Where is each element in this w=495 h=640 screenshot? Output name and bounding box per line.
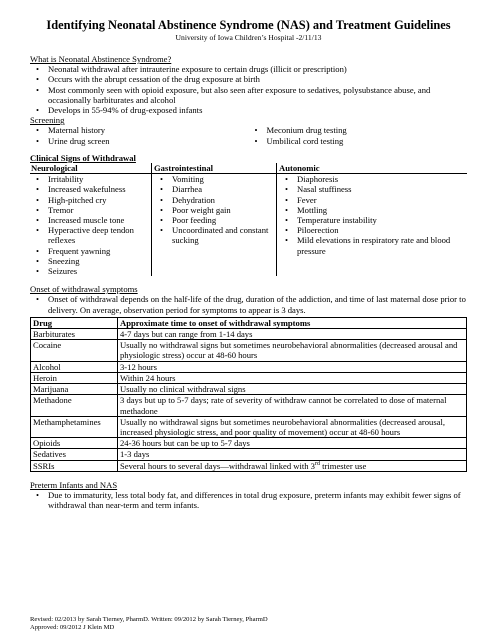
footer [30,616,268,632]
table-row [31,340,467,361]
screening-section [30,115,467,146]
list-item: • Seizures [30,266,151,276]
list-item: • Frequent yawning [30,246,151,256]
onset-table-body-ssri [31,460,467,471]
onset-list [30,294,467,314]
onset-cell: Within 24 hours [118,372,467,383]
autonomic-list [279,174,467,256]
preterm-heading: Preterm Infants and NAS [30,479,118,490]
list-item: • Hyperactive deep tendon reflexes [30,225,151,245]
list-item: • Mottling [279,205,467,215]
list-item: • Dehydration [154,195,276,205]
drug-cell: SSRIs [31,460,118,471]
table-row [31,449,467,460]
list-item: • Umbilical cord testing [249,136,468,146]
list-item: • Due to immaturity, less total body fat, and differences in total drug exposure, preterm infants may exhibit fewer signs of withdrawal than near-term and term infants. [30,490,467,510]
list-item: • Nasal stuffiness [279,184,467,194]
signs-heading: Clinical Signs of Withdrawal [30,152,136,163]
onset-cell [118,460,467,471]
drug-cell: Marijuana [31,384,118,395]
drug-cell: Opioids [31,438,118,449]
list-item: • Uncoordinated and constant sucking [154,225,276,245]
list-item: • Increased wakefulness [30,184,151,194]
column-header: Autonomic [277,163,468,174]
list-item: • Diaphoresis [279,174,467,184]
drug-cell: Barbiturates [31,329,118,340]
column-header: Approximate time to onset of withdrawal symptoms [118,317,467,328]
table-row [31,384,467,395]
onset-heading: Onset of withdrawal symptoms [30,284,138,295]
onset-cell: 3-12 hours [118,361,467,372]
page-subtitle: University of Iowa Children’s Hospital -2/11/13 [175,33,322,42]
list-item: • Occurs with the abrupt cessation of the drug exposure at birth [30,74,467,84]
onset-cell: Usually no withdrawal signs but sometimes neurobehavioral abnormalities (decreased arousal and physiologic stress) occur at 48-60 hours [118,340,467,361]
list-item: • Vomiting [154,174,276,184]
drug-cell: Heroin [31,372,118,383]
onset-cell: 4-7 days but can range from 1-14 days [118,329,467,340]
preterm-section [30,480,467,511]
onset-text: trimester use [319,460,367,471]
screening-columns [30,125,467,145]
onset-cell: 24-36 hours but can be up to 5-7 days [118,438,467,449]
neurological-cell [30,174,152,277]
drug-cell: Methamphetamines [31,416,118,437]
onset-superscript: rd [314,460,320,467]
list-item: • Onset of withdrawal depends on the half-life of the drug, duration of the addiction, and time of last maternal dose prior to delivery. On average, observation period for symptoms to appear is 3 days. [30,294,467,314]
column-header: Drug [31,317,118,328]
onset-cell: 1-3 days [118,449,467,460]
list-item: • Diarrhea [154,184,276,194]
intro-heading: What is Neonatal Abstinence Syndrome? [30,54,172,64]
list-item: • Temperature instability [279,215,467,225]
list-item: • Mild elevations in respiratory rate and blood pressure [279,235,467,255]
list-item: • Increased muscle tone [30,215,151,225]
list-item: • Piloerection [279,225,467,235]
neurological-list [30,174,151,276]
onset-cell: Usually no withdrawal signs but sometimes neurobehavioral abnormalities (decreased arousal, increased physiologic stress, and poor quality of movement) occur at 48-60 hours [118,416,467,437]
list-item: • Maternal history [30,125,249,135]
list-item: • Poor weight gain [154,205,276,215]
table-row [31,460,467,471]
intro-list [30,64,467,115]
drug-cell: Methadone [31,395,118,416]
column-header: Neurological [30,163,152,174]
onset-table-body [31,329,467,460]
drug-cell: Sedatives [31,449,118,460]
preterm-list [30,490,467,510]
gastrointestinal-list [154,174,276,245]
list-item: • Irritability [30,174,151,184]
onset-cell: 3 days but up to 5-7 days; rate of severity of withdraw cannot be correlated to dose of maternal methadone [118,395,467,416]
table-row [31,329,467,340]
signs-table [30,163,467,276]
onset-section [30,284,467,471]
table-row [31,416,467,437]
list-item: • Sneezing [30,256,151,266]
onset-cell: Usually no clinical withdrawal signs [118,384,467,395]
list-item: • Develops in 55-94% of drug-exposed infants [30,105,467,115]
list-item: • Tremor [30,205,151,215]
footer-approved: Approved: 09/2012 J Klein MD [30,624,115,631]
list-item: • Neonatal withdrawal after intrauterine exposure to certain drugs (illicit or prescription) [30,64,467,74]
intro-section [30,54,467,115]
autonomic-cell [277,174,468,277]
screening-heading: Screening [30,115,65,126]
gastrointestinal-cell [152,174,277,277]
table-row [31,395,467,416]
table-row [31,438,467,449]
table-row [31,372,467,383]
column-header: Gastrointestinal [152,163,277,174]
list-item: • Poor feeding [154,215,276,225]
list-item: • Most commonly seen with opioid exposure, but also seen after exposure to sedatives, polysubstance abuse, and occasionally barbiturates and alcohol [30,85,467,105]
drug-cell: Alcohol [31,361,118,372]
screening-list-left [30,125,249,145]
list-item: • Urine drug screen [30,136,249,146]
list-item: • Meconium drug testing [249,125,468,135]
onset-table [30,317,467,472]
list-item: • High-pitched cry [30,195,151,205]
screening-list-right [249,125,468,145]
table-row [31,361,467,372]
signs-section [30,153,467,276]
drug-cell: Cocaine [31,340,118,361]
onset-text: Several hours to several days—withdrawal linked with 3 [120,460,315,471]
page-title: Identifying Neonatal Abstinence Syndrome (NAS) and Treatment Guidelines [46,18,451,32]
footer-revised: Revised: 02/2013 by Sarah Tierney, PharmD. Written: 09/2012 by Sarah Tierney, PharmD [30,616,268,623]
list-item: • Fever [279,195,467,205]
